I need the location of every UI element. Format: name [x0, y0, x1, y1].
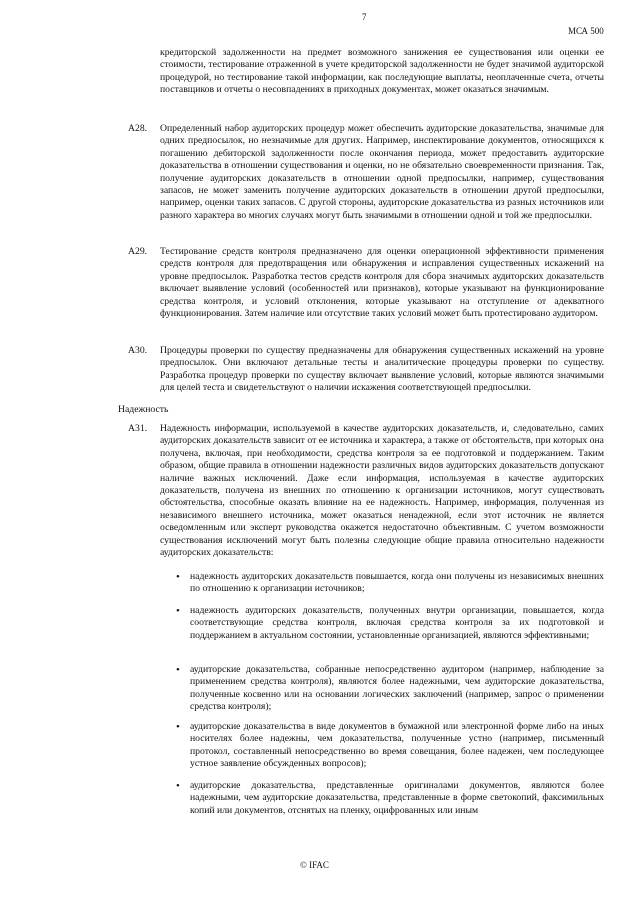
paragraph-label-a30: A30. — [128, 345, 148, 356]
bullet-marker: • — [176, 605, 180, 617]
list-item: аудиторские доказательства, собранные непосредственно аудитором (например, наблюдение за применением средства контроля), являются более надежными, чем аудиторские доказательства, полученные косвенно или на основании логических заключений (например, запрос о применении средства контроля); — [190, 664, 604, 713]
page-number: 7 — [362, 12, 367, 22]
document-code: МСА 500 — [568, 26, 604, 36]
bullet-marker: • — [176, 571, 180, 583]
paragraph-a29: Тестирование средств контроля предназначено для оценки операционной эффективности применения средств контроля для предотвращения или обнаружения и исправления существенных искажений на уровне предпосылок. Разработка тестов средств контроля для сбора значимых аудиторских доказательств включает выявление условий (особенностей или признаков), которые указывают на функционирование средства контроля, и условий отклонения, которые указывают на отступление от адекватного функционирования. Затем наличие или отсутствие таких условий может быть протестировано аудитором. — [160, 246, 604, 320]
bullet-marker: • — [176, 664, 180, 676]
bullet-marker: • — [176, 721, 180, 733]
section-heading: Надежность — [118, 404, 169, 415]
paragraph-a31: Надежность информации, используемой в качестве аудиторских доказательств, и, следовательно, самих аудиторских доказательств зависит от ее источника и характера, а также от обстоятельств, при которых она получена, включая, при необходимости, средства контроля за ее подготовкой и поддержанием. Таким образом, общие правила в отношении надежности различных видов аудиторских доказательств допускают наличие важных исключений. Даже если информация, используемая в качестве аудиторских доказательств, получена из внешних по отношению к организации источников, могут существовать обстоятельства, способные оказать влияние на ее надежность. Например, информация, полученная из независимого внешнего источника, может оказаться ненадежной, если этот источник не является осведомленным или эксперт руководства окажется недостаточно объективным. С учетом возможности существования исключений могут быть полезны следующие общие правила относительно надежности аудиторских доказательств: — [160, 423, 604, 559]
list-item: надежность аудиторских доказательств повышается, когда они получены из независимых внешних по отношению к организации источников; — [190, 571, 604, 595]
paragraph-label-a28: A28. — [128, 123, 148, 134]
list-item: аудиторские доказательства, представленные оригиналами документов, являются более надежными, чем аудиторские доказательства, представленные в форме светокопий, факсимильных копий или документов, отснятых на пленку, оцифрованных или иным — [190, 780, 604, 816]
paragraph-label-a29: A29. — [128, 246, 148, 257]
page-footer: © IFAC — [300, 860, 329, 870]
paragraph-a28: Определенный набор аудиторских процедур может обеспечить аудиторские доказательства, значимые для одних предпосылок, но незначимые для других. Например, инспектирование документов, относящихся к погашению дебиторской задолженности после окончания периода, может предоставить аудиторские доказательства в отношении существования и оценки, но не обязательно своевременности признания. Так, получение аудиторских доказательств в отношении одной предпосылки, например, существования запасов, не может заменить получение аудиторских доказательств в отношении другой предпосылки, например, оценки таких запасов. С другой стороны, аудиторские доказательства из разных источников или разного характера во многих случаях могут быть значимыми в отношении одной и той же предпосылки. — [160, 123, 604, 221]
list-item: надежность аудиторских доказательств, полученных внутри организации, повышается, когда соответствующие средства контроля, включая средства контроля за их подготовкой и поддержанием в актуальном состоянии, установленные организацией, являются эффективными; — [190, 605, 604, 641]
paragraph-label-a31: A31. — [128, 423, 148, 434]
bullet-marker: • — [176, 780, 180, 792]
paragraph-a30: Процедуры проверки по существу предназначены для обнаружения существенных искажений на уровне предпосылок. Они включают детальные тесты и аналитические процедуры проверки по существу. Разработка процедур проверки по существу включает выявление условий, которые являются значимыми для целей теста и свидетельствуют о наличии искажения соответствующей предпосылки. — [160, 345, 604, 394]
intro-continuation: кредиторской задолженности на предмет возможного занижения ее существования или оценки ее стоимости, тестирование отраженной в учете кредиторской задолженности не будет значимой аудиторской процедурой, но тестирование такой информации, как последующие выплаты, неоплаченные счета, отчеты поставщиков и отчеты о несовпадениях в приходных документах, может оказаться значимым. — [160, 47, 604, 96]
list-item: аудиторские доказательства в виде документов в бумажной или электронной форме либо на иных носителях более надежны, чем доказательства, полученные устно (например, письменный протокол, составленный непосредственно во время совещания, более надежен, чем последующее устное заявление обсужденных вопросов); — [190, 721, 604, 770]
